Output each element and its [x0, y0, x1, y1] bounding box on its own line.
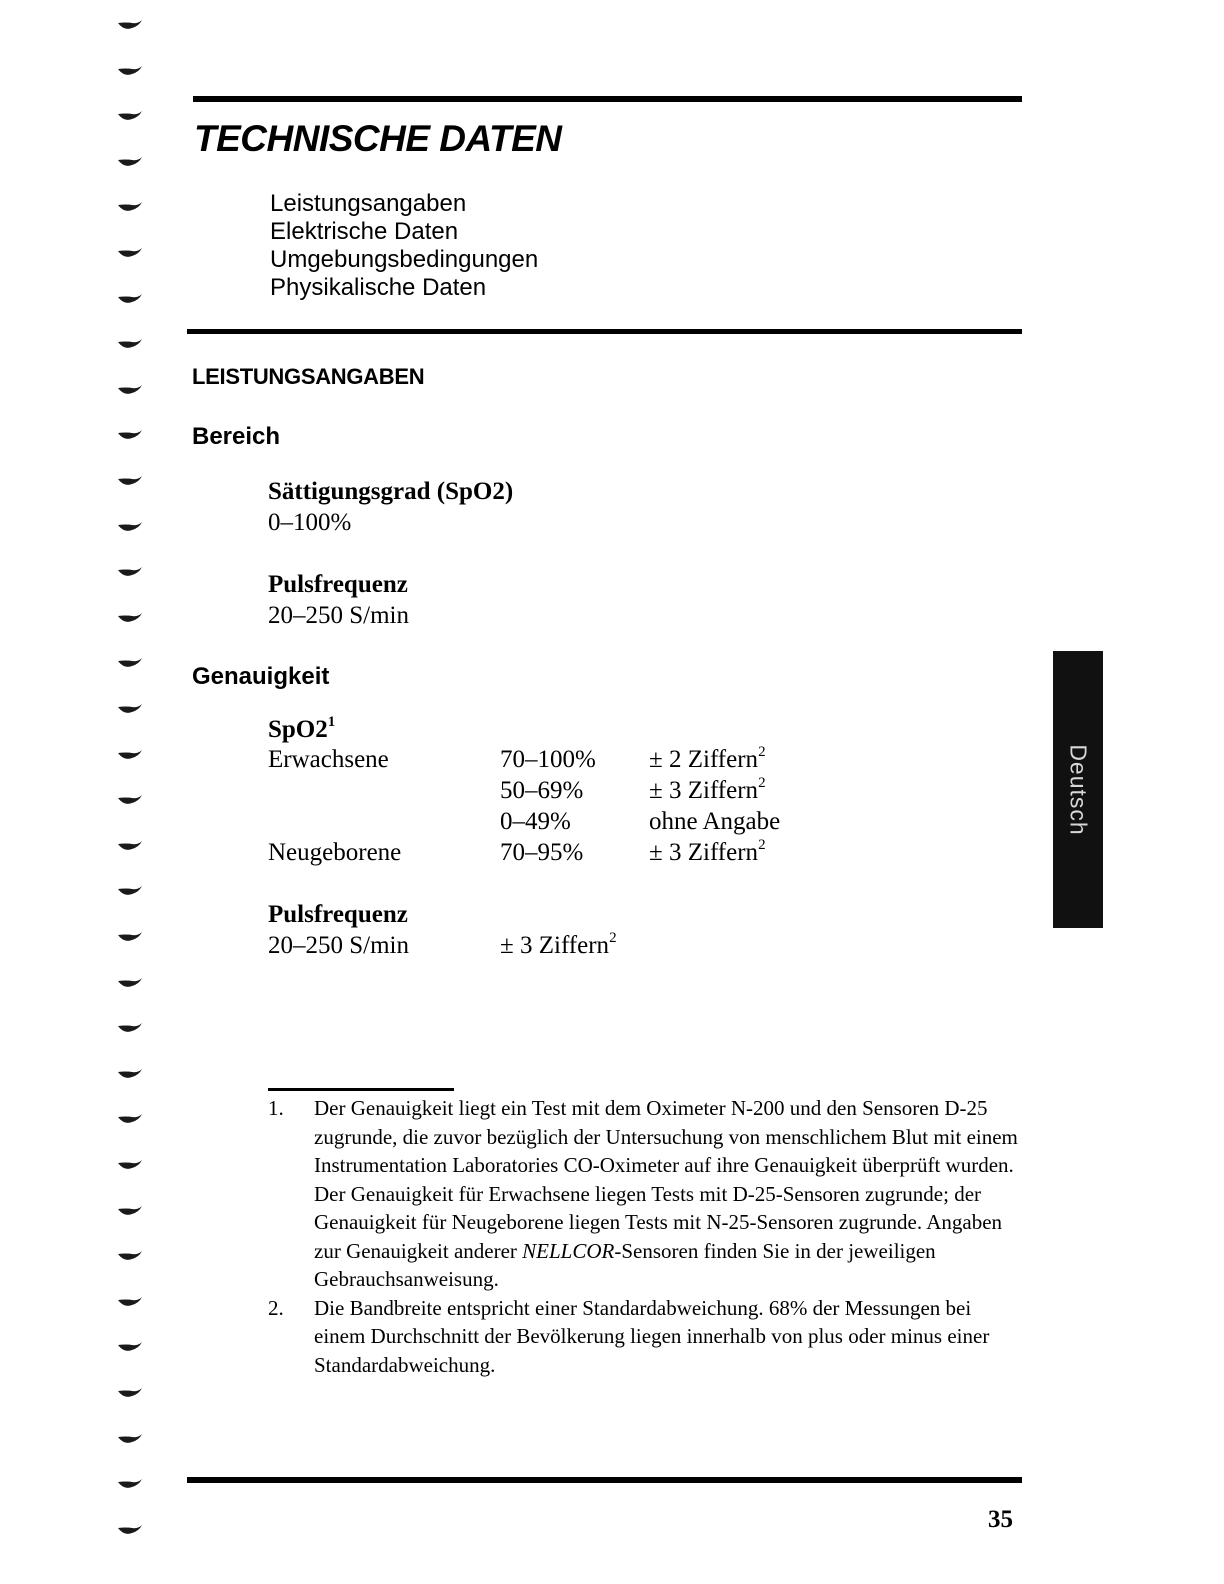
accuracy-cell: [649, 746, 766, 774]
binding-coil-icon: [116, 428, 144, 442]
section-rule: [187, 329, 1022, 334]
spo2-range-value: 0–100%: [268, 509, 352, 536]
binding-coil-icon: [116, 748, 144, 762]
footnote-text: Die Bandbreite entspricht einer Standardabweichung. 68% der Messungen bei einem Durchschnitt der Bevölkerung liegen innerhalb von plus oder minus einer Standardabweichung.: [314, 1295, 990, 1377]
binding-coil-icon: [116, 200, 144, 214]
pulse-accuracy-range: 20–250 S/min: [268, 932, 409, 959]
binding-coil-icon: [116, 611, 144, 625]
language-tab-label: Deutsch: [1065, 743, 1092, 836]
group-cell: Erwachsene: [268, 746, 389, 773]
binding-coil-icon: [116, 109, 144, 123]
footnote-number: 1.: [268, 1096, 284, 1120]
binding-coil-icon: [116, 1432, 144, 1446]
footnote-number: 2.: [268, 1295, 284, 1320]
accuracy-text: ± 3 Ziffern: [649, 839, 759, 866]
pulse-accuracy-value: [500, 932, 617, 960]
binding-coil-icon: [116, 1477, 144, 1491]
binding-coil-icon: [116, 793, 144, 807]
binding-coil-icon: [116, 292, 144, 306]
footnote-2: [268, 1294, 1018, 1380]
toc-item: Leistungsangaben: [270, 190, 467, 217]
binding-coil-icon: [116, 383, 144, 397]
binding-coil-icon: [116, 1067, 144, 1081]
brand-name: NELLCOR: [522, 1238, 615, 1263]
footnote-ref: 1: [327, 714, 336, 730]
footnote-ref: 2: [758, 837, 766, 853]
range-cell: 50–69%: [500, 777, 584, 804]
binding-coil-icon: [116, 474, 144, 488]
range-cell: 70–100%: [500, 746, 596, 773]
binding-coil-icon: [116, 565, 144, 579]
accuracy-cell: [649, 808, 780, 836]
table-of-contents: [270, 190, 538, 302]
group-cell: Neugeborene: [268, 839, 402, 866]
section-heading: LEISTUNGSANGABEN: [192, 364, 425, 389]
bereich-heading: Bereich: [192, 423, 281, 450]
toc-item: Elektrische Daten: [270, 218, 459, 245]
binding-coil-icon: [116, 1158, 144, 1172]
bottom-rule: [187, 1477, 1022, 1483]
range-cell: 0–49%: [500, 808, 571, 835]
footnote-ref: 2: [758, 744, 766, 760]
binding-coil-icon: [116, 1021, 144, 1035]
spo2-range-label: Sättigungsgrad (SpO2): [268, 478, 514, 505]
binding-coil-icon: [116, 884, 144, 898]
binding-coil-icon: [116, 1523, 144, 1537]
binding-coil-icon: [116, 1295, 144, 1309]
binding-coil-icon: [116, 702, 144, 716]
binding-coil-icon: [116, 1249, 144, 1263]
footnotes: [268, 1094, 1018, 1379]
binding-coil-icon: [116, 1112, 144, 1126]
accuracy-cell: [649, 839, 766, 867]
binding-coil-icon: [116, 520, 144, 534]
pulse-range-value: 20–250 S/min: [268, 602, 409, 629]
binding-coil-icon: [116, 930, 144, 944]
spiral-binding: [112, 0, 152, 1584]
binding-coil-icon: [116, 246, 144, 260]
accuracy-text: ohne Angabe: [649, 808, 781, 835]
footnote-text: -Sensoren finden Sie in der jeweiligen Gebrauchsanweisung.: [314, 1238, 936, 1291]
page-number: 35: [988, 1506, 1013, 1533]
language-tab: [1053, 651, 1103, 928]
top-rule: [193, 96, 1022, 102]
spo2-accuracy-label-text: SpO2: [268, 716, 328, 743]
pulse-accuracy-text: ± 3 Ziffern: [500, 932, 610, 959]
binding-coil-icon: [116, 155, 144, 169]
binding-coil-icon: [116, 976, 144, 990]
toc-item: Physikalische Daten: [270, 274, 487, 301]
genauigkeit-heading: Genauigkeit: [192, 663, 330, 690]
binding-coil-icon: [116, 64, 144, 78]
range-cell: 70–95%: [500, 839, 584, 866]
binding-coil-icon: [116, 18, 144, 32]
toc-item: Umgebungsbedingungen: [270, 246, 539, 273]
binding-coil-icon: [116, 1204, 144, 1218]
pulse-accuracy-label: Pulsfrequenz: [268, 901, 408, 928]
binding-coil-icon: [116, 656, 144, 670]
accuracy-text: ± 2 Ziffern: [649, 746, 759, 773]
binding-coil-icon: [116, 839, 144, 853]
footnote-rule: [268, 1088, 454, 1091]
footnote-text: Der Genauigkeit liegt ein Test mit dem Oximeter N-200 und den Sensoren D-25 zugrunde, die zuvor bezüglich der Untersuchung von menschlichem Blut mit einem Instrumentation Laboratories CO-Oximeter auf ihre Genauigkeit überprüft wurden. Der Genauigkeit für Erwachsene liegen Tests mit D-25-Sensoren zugrunde; der Genauigkeit für Neugeborene liegen Tests mit N-25-Sensoren zugrunde. Angaben zur Genauigkeit anderer: [314, 1096, 1018, 1263]
footnote-1: [268, 1094, 1018, 1294]
binding-coil-icon: [116, 1386, 144, 1400]
binding-coil-icon: [116, 1340, 144, 1354]
pulse-range-label: Pulsfrequenz: [268, 571, 408, 598]
spo2-accuracy-label: [268, 716, 335, 744]
binding-coil-icon: [116, 337, 144, 351]
footnote-ref: 2: [609, 930, 617, 946]
page-title: TECHNISCHE DATEN: [194, 118, 562, 159]
accuracy-text: ± 3 Ziffern: [649, 777, 759, 804]
accuracy-cell: [649, 777, 766, 805]
footnote-ref: 2: [758, 775, 766, 791]
